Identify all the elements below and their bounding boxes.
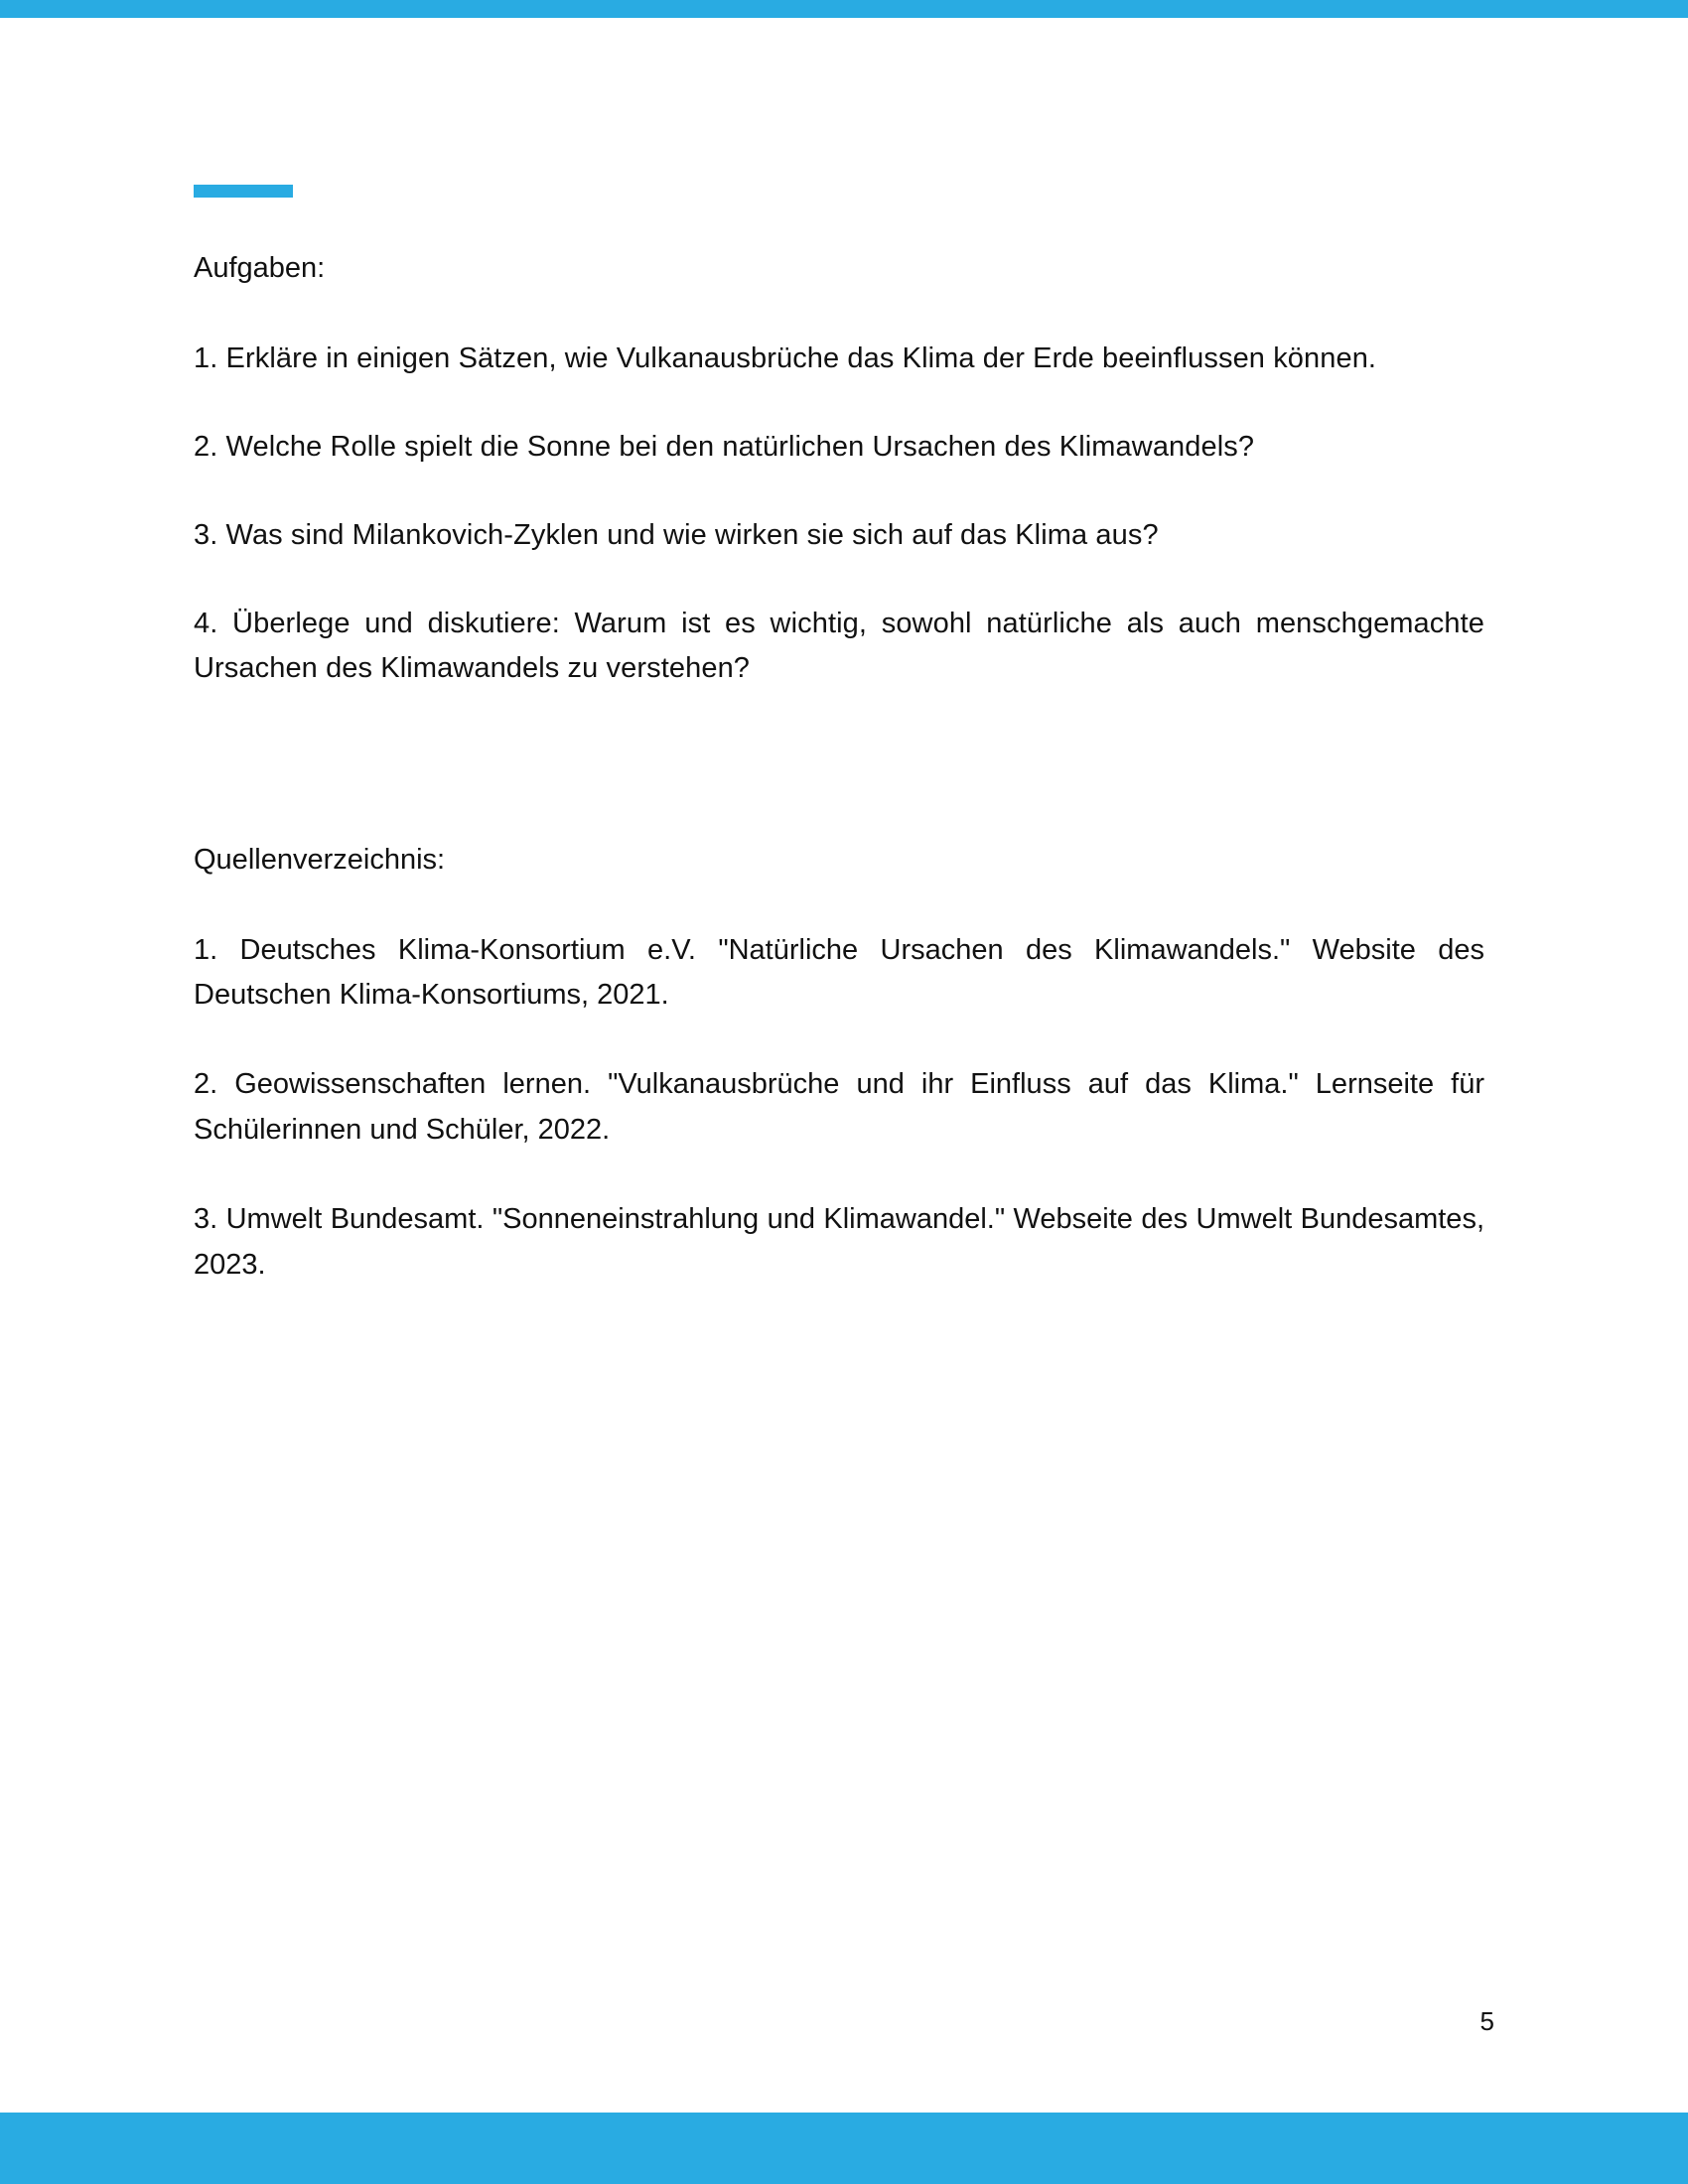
heading-accent-dash [194, 185, 293, 198]
task-item-2: 2. Welche Rolle spielt die Sonne bei den natürlichen Ursachen des Klimawandels? [194, 430, 1255, 463]
tasks-heading: Aufgaben: [194, 252, 326, 284]
task-item-1: 1. Erkläre in einigen Sätzen, wie Vulkanausbrüche das Klima der Erde beeinflussen können. [194, 341, 1377, 374]
page-number: 5 [1479, 2006, 1494, 2036]
task-item-4: 4. Überlege und diskutiere: Warum ist es wichtig, sowohl natürliche als auch menschgemachte Ursachen des Klimawandels zu verstehen? [194, 607, 1484, 684]
reference-item-3: 3. Umwelt Bundesamt. "Sonneneinstrahlung und Klimawandel." Webseite des Umwelt Bundesamtes, 2023. [194, 1202, 1484, 1281]
bottom-accent-bar [0, 2113, 1688, 2184]
page-body [194, 246, 1484, 1331]
section-spacer [194, 735, 1484, 838]
top-accent-bar [0, 0, 1688, 18]
references-section [194, 838, 1484, 1289]
reference-item-2: 2. Geowissenschaften lernen. "Vulkanausbrüche und ihr Einfluss auf das Klima." Lernseite für Schülerinnen und Schüler, 2022. [194, 1068, 1484, 1146]
references-heading: Quellenverzeichnis: [194, 843, 446, 876]
reference-item-1: 1. Deutsches Klima-Konsortium e.V. "Natürliche Ursachen des Klimawandels." Website des Deutschen Klima-Konsortiums, 2021. [194, 933, 1484, 1012]
task-item-3: 3. Was sind Milankovich-Zyklen und wie wirken sie sich auf das Klima aus? [194, 518, 1159, 551]
